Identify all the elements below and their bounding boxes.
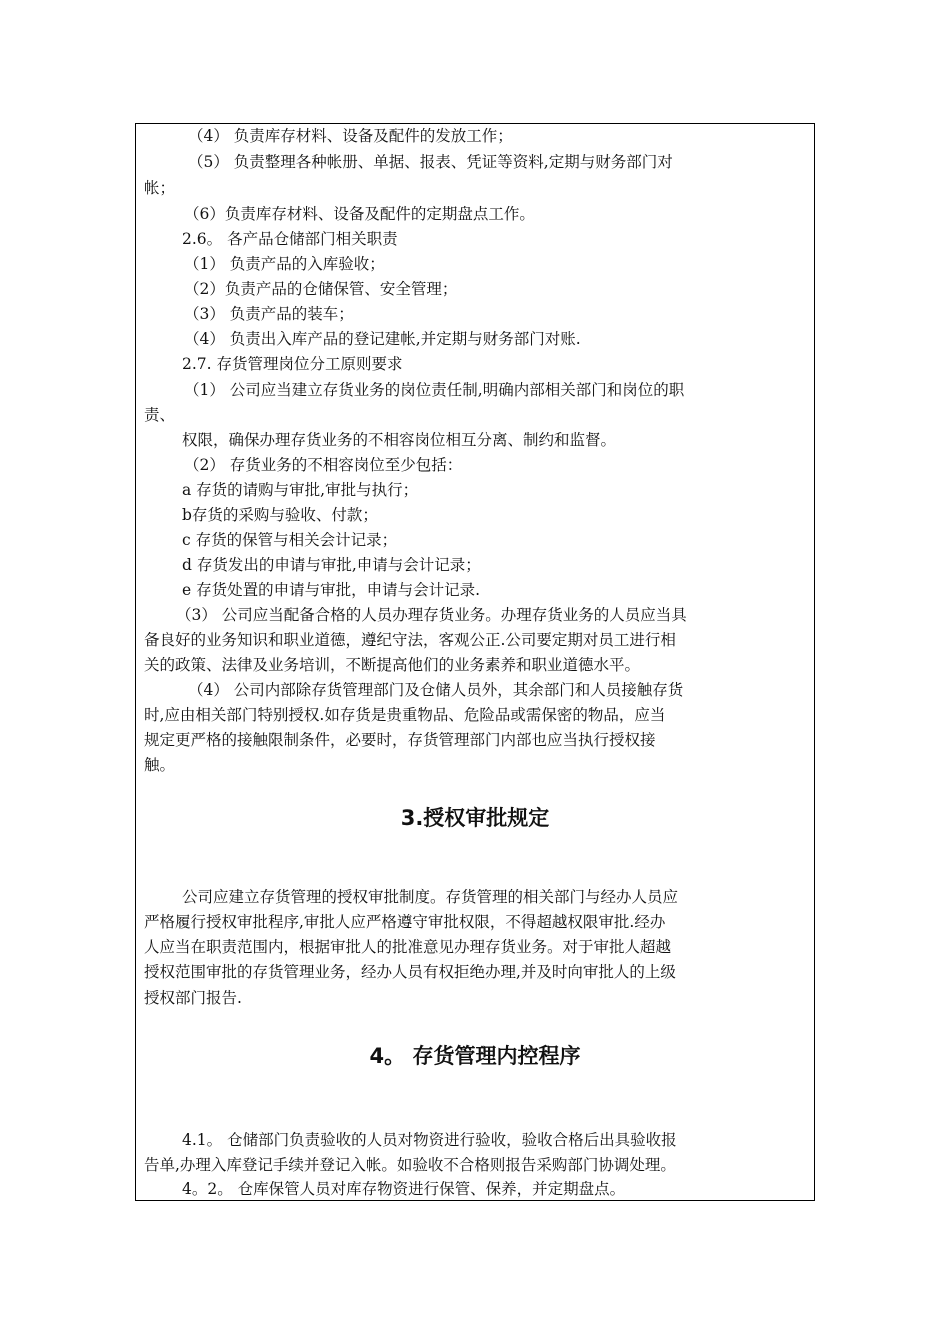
text-line: 2.7. 存货管理岗位分工原则要求: [182, 355, 403, 373]
text-line: 严格履行授权审批程序,审批人应严格遵守审批权限，不得超越权限审批.经办: [144, 913, 666, 931]
text-line: （4） 公司内部除存货管理部门及仓储人员外，其余部门和人员接触存货: [188, 681, 684, 699]
text-line: 告单,办理入库登记手续并登记入帐。如验收不合格则报告采购部门协调处理。: [144, 1156, 676, 1174]
text-line: a 存货的请购与审批,审批与执行；: [182, 481, 419, 499]
text-line: （4） 负责库存材料、设备及配件的发放工作；: [188, 127, 513, 145]
text-line: （3） 公司应当配备合格的人员办理存货业务。办理存货业务的人员应当具: [176, 606, 687, 624]
text-line: （4） 负责出入库产品的登记建帐,并定期与财务部门对账.: [184, 330, 581, 348]
text-line: e 存货处置的申请与审批，申请与会计记录.: [182, 581, 481, 599]
section-heading-4: 4。 存货管理内控程序: [369, 1044, 581, 1068]
text-line: 关的政策、法律及业务培训，不断提高他们的业务素养和职业道德水平。: [144, 656, 641, 674]
text-line: 2.6。 各产品仓储部门相关职责: [182, 230, 398, 248]
text-line: 4。2。 仓库保管人员对库存物资进行保管、保养，并定期盘点。: [182, 1180, 626, 1198]
text-line: 人应当在职责范围内，根据审批人的批准意见办理存货业务。对于审批人超越: [144, 938, 672, 956]
text-line: 备良好的业务知识和职业道德，遵纪守法，客观公正.公司要定期对员工进行相: [144, 631, 676, 649]
text-line: c 存货的保管与相关会计记录；: [182, 531, 398, 549]
text-line: 公司应建立存货管理的授权审批制度。存货管理的相关部门与经办人员应: [182, 888, 679, 906]
text-line: 时,应由相关部门特别授权.如存货是贵重物品、危险品或需保密的物品，应当: [144, 706, 666, 724]
section-heading-3: 3.授权审批规定: [400, 806, 550, 830]
text-line: 触。: [144, 756, 176, 774]
text-line: 授权部门报告.: [144, 989, 242, 1007]
text-line: 4.1。 仓储部门负责验收的人员对物资进行验收，验收合格后出具验收报: [182, 1131, 677, 1149]
text-line: （1） 负责产品的入库验收；: [184, 255, 385, 273]
text-line: 权限，确保办理存货业务的不相容岗位相互分离、制约和监督。: [182, 431, 617, 449]
document-frame: [135, 123, 815, 1201]
text-line: （1） 公司应当建立存货业务的岗位责任制,明确内部相关部门和岗位的职: [184, 381, 685, 399]
text-line: （5） 负责整理各种帐册、单据、报表、凭证等资料,定期与财务部门对: [188, 153, 673, 171]
text-line: 规定更严格的接触限制条件，必要时，存货管理部门内部也应当执行授权接: [144, 731, 656, 749]
text-line: b存货的采购与验收、付款；: [182, 506, 378, 524]
text-line: （2） 存货业务的不相容岗位至少包括：: [184, 456, 463, 474]
text-line: d 存货发出的申请与审批,申请与会计记录；: [182, 556, 481, 574]
text-line: 授权范围审批的存货管理业务，经办人员有权拒绝办理,并及时向审批人的上级: [144, 963, 676, 981]
text-line: 责、: [144, 406, 176, 424]
text-line: （2）负责产品的仓储保管、安全管理；: [184, 280, 458, 298]
text-line: （6）负责库存材料、设备及配件的定期盘点工作。: [184, 205, 535, 223]
text-line: （3） 负责产品的装车；: [184, 305, 354, 323]
text-line: 帐；: [144, 179, 176, 197]
